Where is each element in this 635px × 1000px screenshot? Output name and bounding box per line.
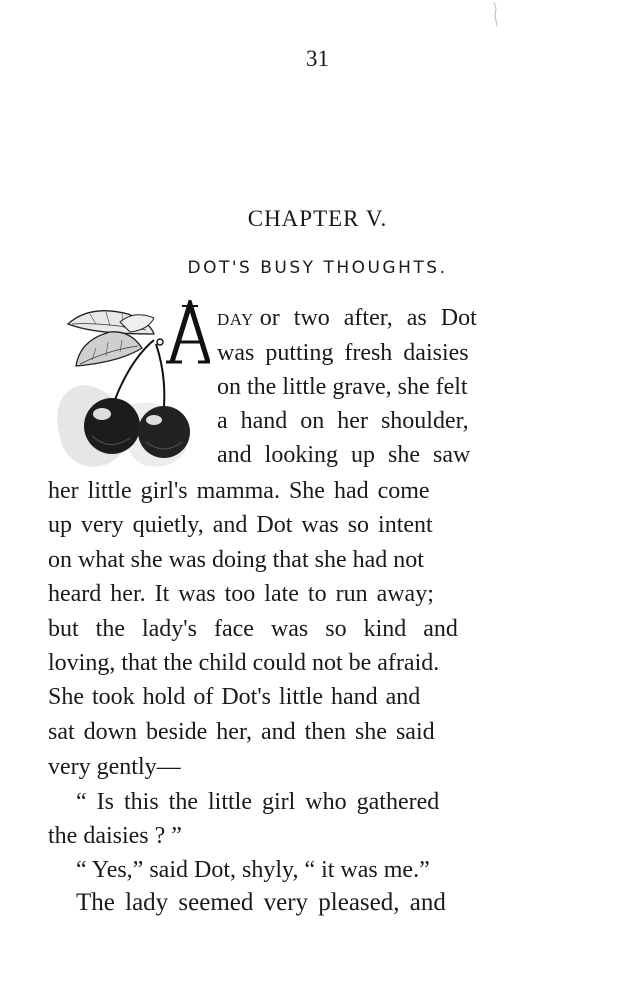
text-line-6: her little girl's mamma. She had come: [48, 478, 430, 504]
text-line-4: a hand on her shoulder,: [217, 408, 469, 434]
chapter-title: CHAPTER V.: [247, 206, 388, 231]
text-line-1-rest: or two after, as Dot: [259, 305, 477, 331]
text-line-18: The lady seemed very pleased, and: [76, 889, 446, 916]
text-line-14: very gently—: [48, 754, 181, 780]
text-line-3: on the little grave, she felt: [217, 374, 468, 400]
text-line-16: the daisies ? ”: [48, 823, 182, 849]
ornamental-letter-a-icon: [166, 304, 210, 362]
text-line-15: “ Is this the little girl who gathered: [76, 789, 440, 815]
text-line-13: sat down beside her, and then she said: [48, 719, 435, 745]
chapter-subtitle: DOT'S BUSY THOUGHTS.: [187, 258, 448, 278]
text-line-2: was putting fresh daisies: [217, 340, 469, 366]
text-line-9: heard her. It was too late to run away;: [48, 581, 434, 607]
text-line-12: She took hold of Dot's little hand and: [48, 684, 421, 710]
text-line-17: “ Yes,” said Dot, shyly, “ it was me.”: [76, 857, 430, 883]
smallcaps-word: DAY: [217, 310, 254, 329]
scan-mark: [492, 0, 500, 30]
text-line-8: on what she was doing that she had not: [48, 547, 424, 573]
text-line-11: loving, that the child could not be afraid.: [48, 650, 440, 676]
text-line-7: up very quietly, and Dot was so intent: [48, 512, 433, 538]
text-line-1: [217, 303, 477, 335]
page-number: 31: [306, 46, 329, 71]
text-line-10: but the lady's face was so kind and: [48, 616, 458, 642]
cherry-dropcap-illustration: [50, 300, 210, 472]
text-line-5: and looking up she saw: [217, 442, 471, 468]
